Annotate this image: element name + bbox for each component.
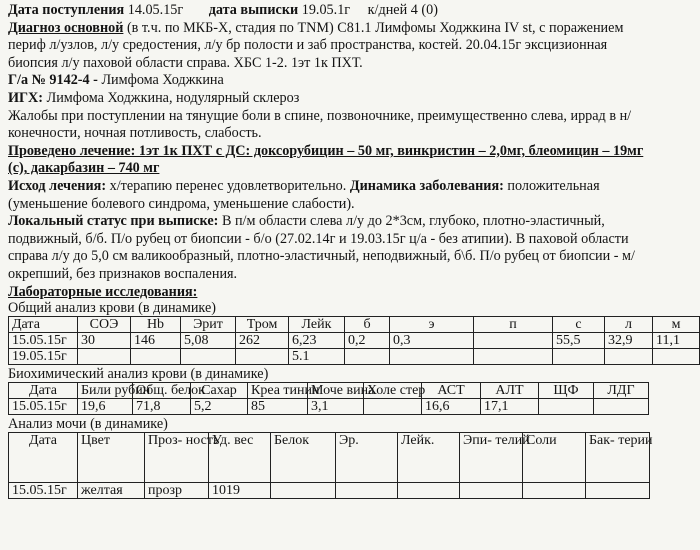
biochem-header-cell: ЛДГ	[594, 382, 649, 398]
table-cell: 15.05.15г	[9, 398, 78, 414]
table-cell	[236, 348, 289, 364]
table-cell: прозр	[145, 482, 209, 498]
ihc-line	[8, 90, 656, 108]
table-cell: 5.1	[289, 348, 345, 364]
table-cell: 5,08	[181, 332, 236, 348]
table-cell: 16,6	[422, 398, 481, 414]
urine-title: Анализ мочи (в динамике)	[8, 415, 168, 432]
cbc-header-cell: э	[390, 316, 474, 332]
biochem-header-cell: АСТ	[422, 382, 481, 398]
urine-header-cell: Уд. вес	[209, 432, 271, 482]
histology-line	[8, 72, 656, 90]
table-row	[9, 398, 649, 414]
cbc-header-cell: СОЭ	[78, 316, 131, 332]
table-cell: 71,8	[133, 398, 191, 414]
biochem-header-cell: Общ. белок	[133, 382, 191, 398]
biochem-header-cell: Били рубин	[78, 382, 133, 398]
table-cell: 32,9	[605, 332, 653, 348]
cbc-table	[8, 316, 700, 365]
dynamics-text: положительная (уменьшение болевого синдрома, уменьшение слабости).	[8, 177, 600, 212]
lab-section-title: Лабораторные исследования:	[8, 283, 198, 300]
histology-label: Г/а № 9142-4 -	[8, 72, 98, 89]
table-cell: желтая	[78, 482, 145, 498]
urine-header-cell: Цвет	[78, 432, 145, 482]
outcome-text: х/терапию перенес удовлетворительно.	[109, 177, 347, 194]
table-cell	[553, 348, 605, 364]
urine-header-cell: Белок	[271, 432, 336, 482]
table-cell	[653, 348, 700, 364]
table-cell: 30	[78, 332, 131, 348]
treatment-paragraph: Проведено лечение: 1эт 1к ПХТ с ДС: доксорубицин – 50 мг, винкристин – 2,0мг, блеомицин – 19мг (с), дакарбазин – 740 мг	[8, 142, 644, 177]
dynamics-label: Динамика заболевания:	[349, 177, 504, 194]
table-cell	[474, 332, 553, 348]
table-cell	[271, 482, 336, 498]
outcome-label: Исход лечения:	[8, 177, 107, 194]
histology-text: Лимфома Ходжкина	[101, 72, 224, 89]
urine-header-cell: Проз- ность	[145, 432, 209, 482]
table-cell	[398, 482, 460, 498]
cbc-header-cell: Лейк	[289, 316, 345, 332]
table-cell: 262	[236, 332, 289, 348]
table-cell: 11,1	[653, 332, 700, 348]
table-cell: 6,23	[289, 332, 345, 348]
table-cell: 146	[131, 332, 181, 348]
biochem-header-row	[9, 382, 649, 398]
urine-header-row	[9, 432, 650, 482]
complaints-paragraph: Жалобы при поступлении на тянущие боли в спине, позвоночнике, преимущественно слева, иррад в н/конечности, ночная потливость, слабость.	[8, 107, 632, 142]
biochem-header-cell: ЩФ	[539, 382, 594, 398]
cbc-header-cell: б	[345, 316, 390, 332]
table-cell	[131, 348, 181, 364]
ihc-label: ИГХ:	[8, 89, 44, 106]
urine-header-cell: Эпи- телий	[460, 432, 523, 482]
biochem-header-cell: Дата	[9, 382, 78, 398]
biochem-header-cell: Сахар	[191, 382, 248, 398]
table-cell	[474, 348, 553, 364]
urine-header-cell: Лейк.	[398, 432, 460, 482]
table-cell	[364, 398, 422, 414]
cbc-header-row	[9, 316, 700, 332]
urine-header-cell: Бак- терии	[586, 432, 650, 482]
table-cell	[539, 398, 594, 414]
cbc-header-cell: м	[653, 316, 700, 332]
table-cell	[605, 348, 653, 364]
table-cell: 3,1	[308, 398, 364, 414]
urine-header-cell: Соли	[523, 432, 586, 482]
table-cell	[336, 482, 398, 498]
table-cell	[390, 348, 474, 364]
table-cell	[523, 482, 586, 498]
cbc-header-cell: Тром	[236, 316, 289, 332]
table-cell	[594, 398, 649, 414]
bed-days-value: 4 (0)	[410, 2, 438, 18]
table-row	[9, 332, 700, 348]
admission-date: 14.05.15г	[127, 2, 184, 18]
table-cell: 85	[248, 398, 308, 414]
diagnosis-paragraph	[8, 20, 656, 73]
local-status-label: Локальный статус при выписке:	[8, 213, 219, 230]
table-row	[9, 348, 700, 364]
table-cell: 15.05.15г	[9, 482, 78, 498]
urine-header-cell: Дата	[9, 432, 78, 482]
table-cell: 0,3	[390, 332, 474, 348]
table-cell: 19.05.15г	[9, 348, 78, 364]
table-cell	[460, 482, 523, 498]
discharge-label: дата выписки	[208, 2, 299, 18]
discharge-date: 19.05.1г	[301, 2, 351, 18]
table-cell: 17,1	[481, 398, 539, 414]
urine-table	[8, 432, 653, 499]
cbc-header-cell: Эрит	[181, 316, 236, 332]
table-cell: 15.05.15г	[9, 332, 78, 348]
table-cell	[586, 482, 650, 498]
biochem-title: Биохимический анализ крови (в динамике)	[8, 365, 269, 382]
admission-label: Дата поступления	[8, 2, 125, 18]
cbc-header-cell: п	[474, 316, 553, 332]
table-cell: 5,2	[191, 398, 248, 414]
table-cell	[78, 348, 131, 364]
biochem-header-cell: Моче вина	[308, 382, 364, 398]
biochem-table	[8, 382, 649, 415]
discharge-summary	[8, 2, 681, 499]
table-cell: 0,2	[345, 332, 390, 348]
table-cell	[181, 348, 236, 364]
cbc-title: Общий анализ крови (в динамике)	[8, 299, 216, 316]
cbc-header-cell: л	[605, 316, 653, 332]
biochem-header-cell: АЛТ	[481, 382, 539, 398]
local-status-text: В п/м области слева л/у до 2*3см, глубоко, плотно-эластичный, подвижный, б/б. П/о рубец от биопсии - б/о (27.02.14г и 19.03.15г ц/а - без атипии). В паховой области справа л/у до 5,0 см валикообразный, плотно-эластичный, неподвижный, б\б. П/о рубец от биопсии - м/окрепший, без признаков воспаления.	[8, 213, 635, 282]
biochem-header-cell: Холе стер	[364, 382, 422, 398]
table-row	[9, 482, 650, 498]
bed-days-label: к/дней	[367, 2, 408, 18]
urine-header-cell: Эр.	[336, 432, 398, 482]
ihc-text: Лимфома Ходжкина, нодулярный склероз	[46, 89, 300, 106]
local-status-paragraph	[8, 213, 656, 283]
table-cell: 1019	[209, 482, 271, 498]
diagnosis-label: Диагноз основной	[8, 19, 124, 36]
diagnosis-text: (в т.ч. по МКБ-Х, стадия по TNM) С81.1 Лимфомы Ходжкина IV st, с поражением периф л/узлов, л/у средостения, л/у бр полости и заб пространства, костей. 20.04.15г эксцизионная биопсия л/у паховой области справа. ХБС 1-2. 1эт 1к ПХТ.	[8, 19, 624, 71]
table-cell: 55,5	[553, 332, 605, 348]
outcome-paragraph	[8, 178, 656, 213]
header-line	[8, 2, 656, 20]
table-cell: 19,6	[78, 398, 133, 414]
cbc-header-cell: Hb	[131, 316, 181, 332]
table-cell	[345, 348, 390, 364]
cbc-header-cell: с	[553, 316, 605, 332]
cbc-header-cell: Дата	[9, 316, 78, 332]
biochem-header-cell: Креа тинин	[248, 382, 308, 398]
